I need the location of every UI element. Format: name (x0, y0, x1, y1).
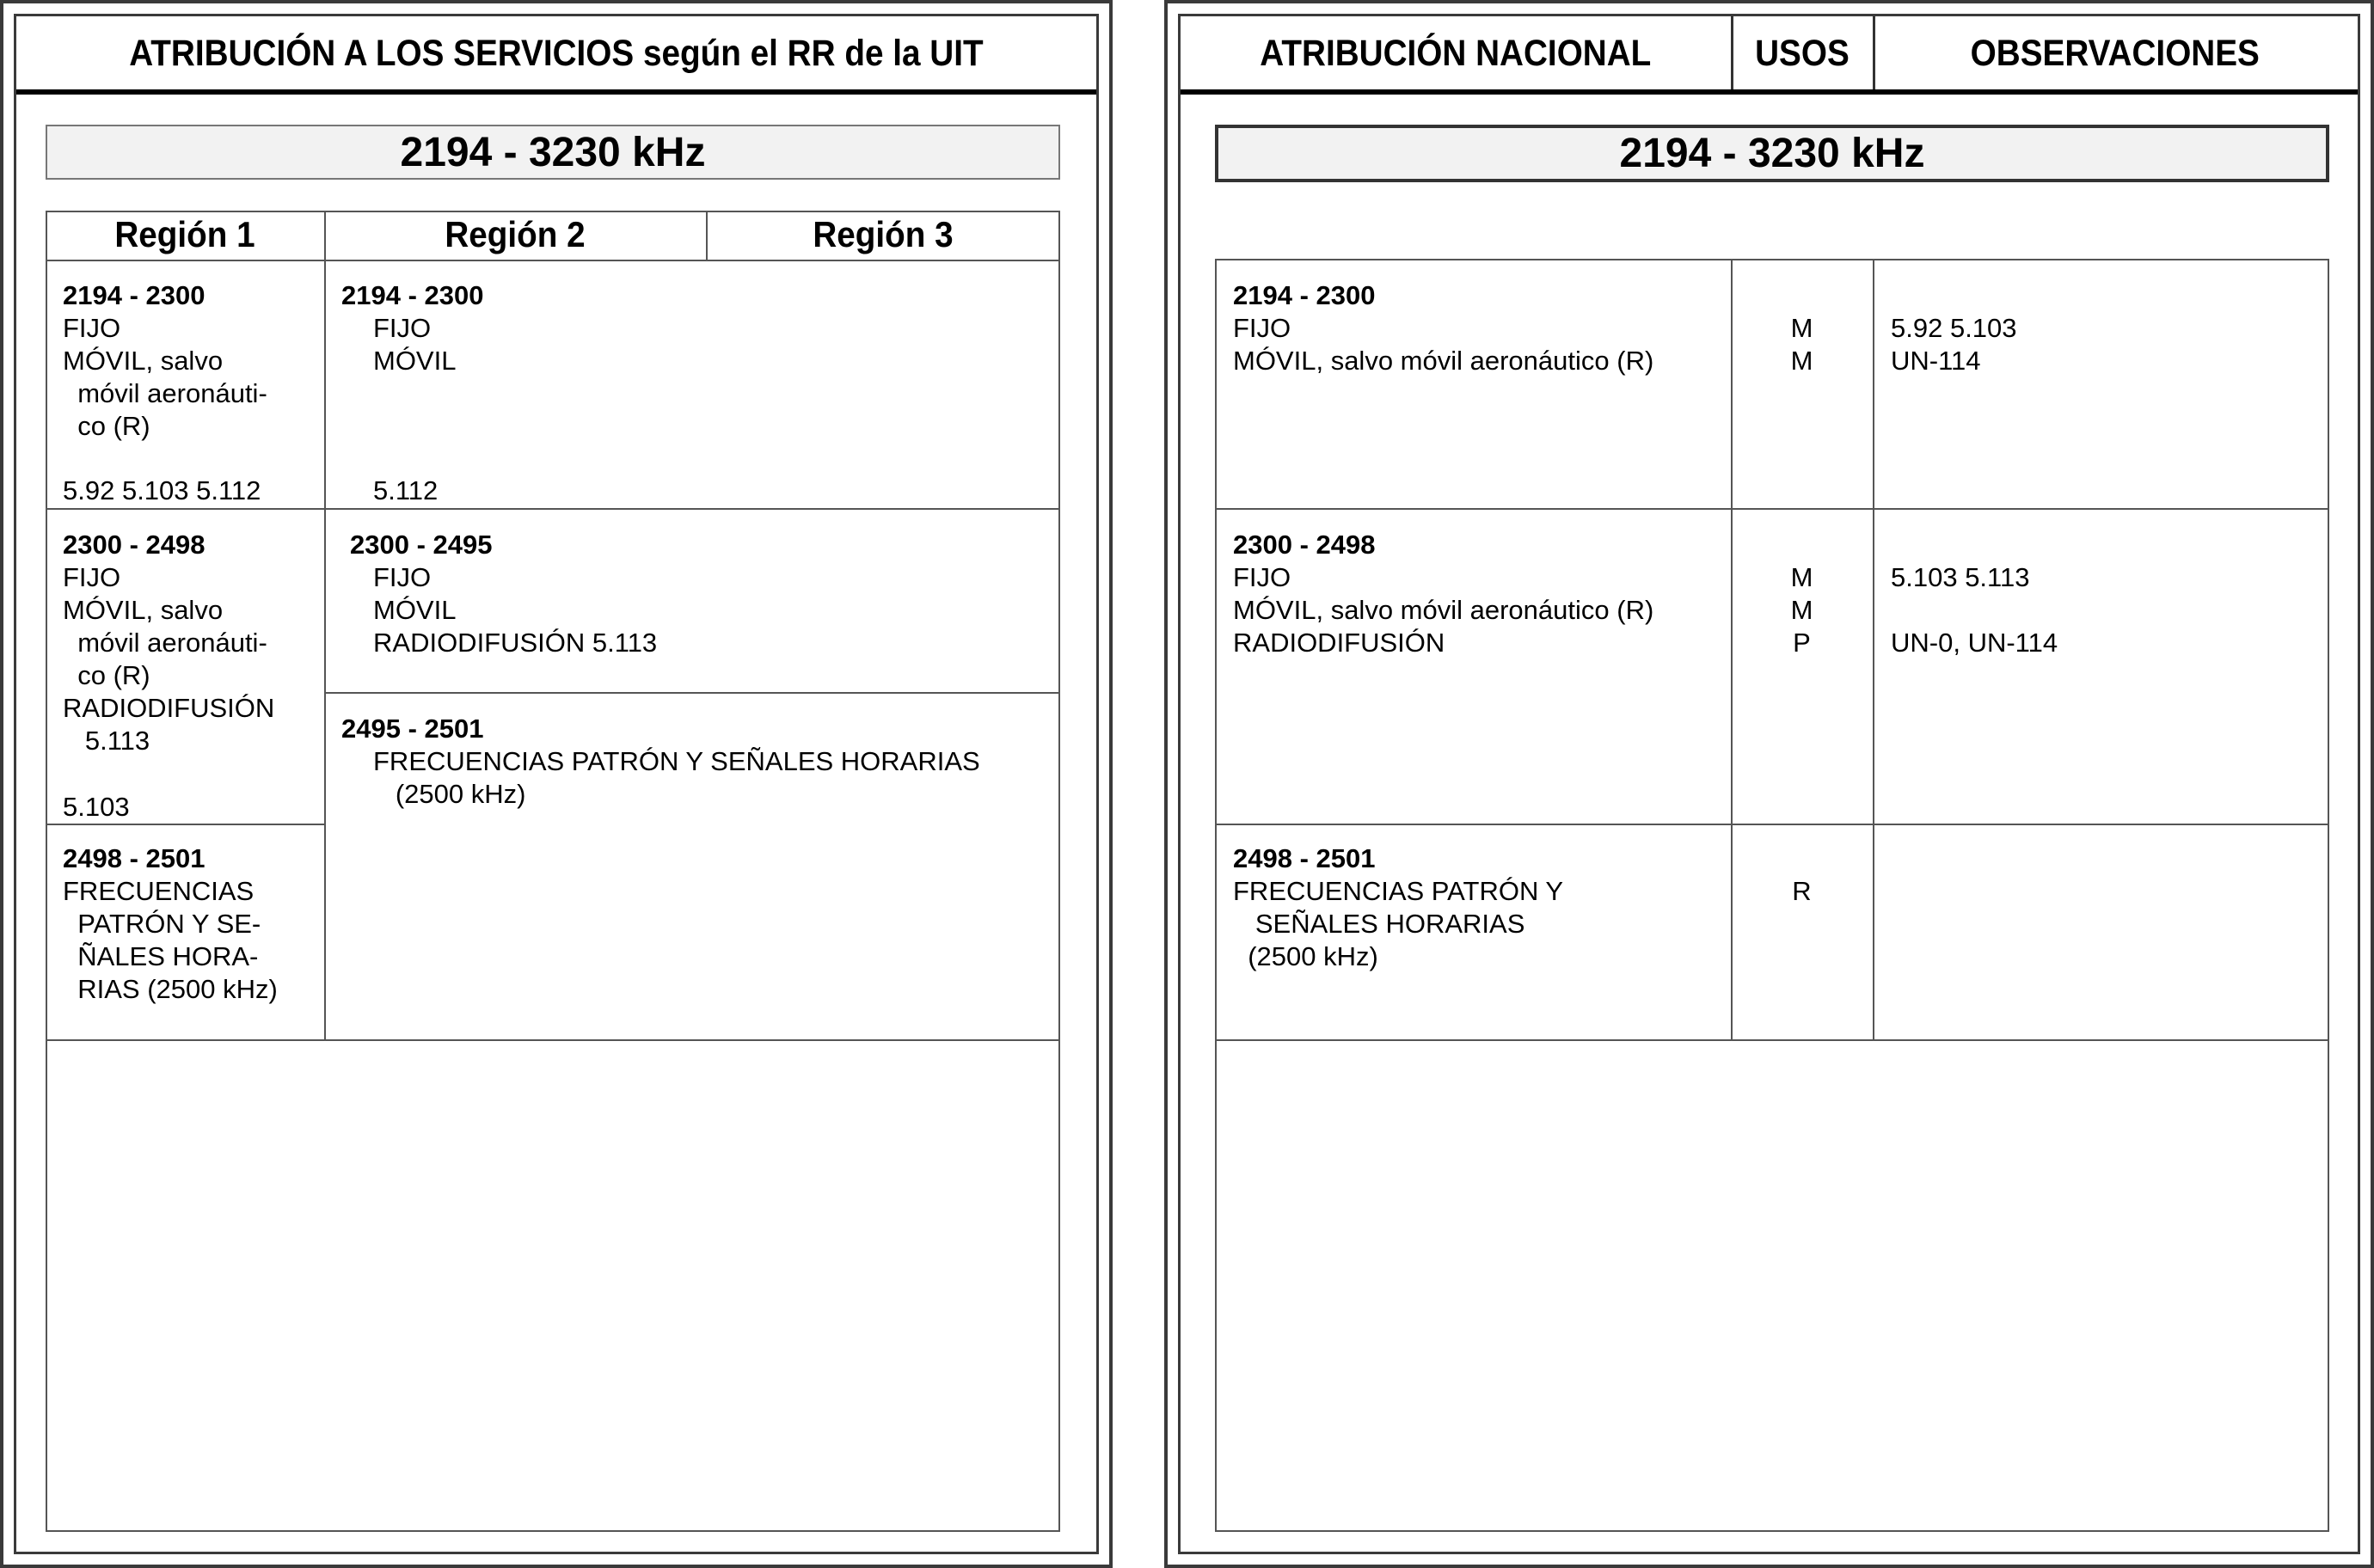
r1-b2-line: 5.113 (63, 726, 150, 756)
r1-b2-line: MÓVIL, salvo (63, 595, 224, 625)
r1-b3-line: FRECUENCIAS (63, 876, 255, 906)
nat-row2-range: 2300 - 2498 (1233, 530, 1376, 560)
nat-row2-uso: P (1793, 628, 1811, 658)
region-header-divider (46, 260, 1060, 261)
national-row-divider-2300 (1215, 508, 2329, 510)
nat-row2-obs: UN-0, UN-114 (1891, 628, 2058, 658)
right-band-title-text: 2194 - 3230 kHz (1619, 131, 1925, 176)
r1-b1-line: FIJO (63, 313, 121, 343)
region-3-header: Región 3 (813, 214, 954, 254)
left-header-title: ATRIBUCIÓN A LOS SERVICIOS según el RR de la UIT (129, 32, 984, 74)
r23-b3-range: 2495 - 2501 (341, 714, 484, 744)
r1-b3-line: PATRÓN Y SE- (63, 909, 261, 939)
r1-b1-footnotes: 5.92 5.103 5.112 (63, 475, 261, 505)
row-divider-2495 (324, 692, 1060, 694)
obs-column-divider (1873, 259, 1874, 1039)
r1-b2-footnotes: 5.103 (63, 792, 130, 822)
header-national-allocation: ATRIBUCIÓN NACIONAL (1260, 32, 1652, 74)
r1-b3-line: ÑALES HORA- (63, 941, 259, 971)
nat-row1-service: MÓVIL, salvo móvil aeronáutico (R) (1233, 346, 1654, 376)
header-cell-national (1181, 16, 1731, 90)
header-observaciones: OBSERVACIONES (1970, 32, 2261, 74)
r23-b3-line: (2500 kHz) (373, 779, 526, 809)
nat-row3-service: (2500 kHz) (1233, 941, 1378, 971)
r1-b2-line: FIJO (63, 562, 121, 592)
right-band-title (1215, 125, 2329, 182)
nat-row2-service: FIJO (1233, 562, 1291, 592)
r23-b1-line: FIJO (373, 313, 432, 343)
nat-row1-uso: M (1790, 346, 1813, 376)
region-1-header: Región 1 (114, 214, 255, 254)
r1-b3-line: RIAS (2500 kHz) (63, 974, 278, 1004)
r23-b2-line: MÓVIL (373, 595, 457, 625)
r23-b2-line: RADIODIFUSIÓN 5.113 (373, 628, 658, 658)
nat-row1-service: FIJO (1233, 313, 1291, 343)
national-row-divider-2498 (1215, 824, 2329, 825)
nat-row1-uso: M (1790, 313, 1813, 343)
nat-row2-service: RADIODIFUSIÓN (1233, 628, 1445, 658)
nat-row2-obs: 5.103 5.113 (1891, 562, 2030, 592)
nat-row3-uso: R (1792, 876, 1812, 906)
r1-b2-line: móvil aeronáuti- (63, 628, 267, 658)
r23-b1-footnotes: 5.112 (373, 475, 439, 505)
r1-b3-range: 2498 - 2501 (63, 843, 206, 873)
r1-b1-line: móvil aeronáuti- (63, 378, 267, 408)
r1-b2-range: 2300 - 2498 (63, 530, 206, 560)
left-header-rule (16, 89, 1096, 95)
nat-row3-service: FRECUENCIAS PATRÓN Y (1233, 876, 1564, 906)
r23-b2-line: FIJO (373, 562, 432, 592)
nat-row2-uso: M (1790, 595, 1813, 625)
r1-b1-line: MÓVIL, salvo (63, 346, 224, 376)
nat-row1-obs: 5.92 5.103 (1891, 313, 2017, 343)
header-cell-usos (1731, 16, 1873, 90)
r1-b2-line: RADIODIFUSIÓN (63, 693, 275, 723)
region2-divider (706, 211, 708, 260)
left-header (16, 16, 1096, 90)
header-usos: USOS (1754, 32, 1850, 74)
r23-b3-line: FRECUENCIAS PATRÓN Y SEÑALES HORARIAS (373, 746, 980, 776)
r23-b2-range: 2300 - 2495 (350, 530, 493, 560)
nat-row3-service: SEÑALES HORARIAS (1233, 909, 1525, 939)
table-bottom-divider (46, 1039, 1060, 1041)
r23-b1-range: 2194 - 2300 (341, 280, 484, 310)
r1-b1-line: co (R) (63, 411, 150, 441)
region1-divider (324, 211, 326, 1040)
nat-row2-uso: M (1790, 562, 1813, 592)
nat-row2-service: MÓVIL, salvo móvil aeronáutico (R) (1233, 595, 1654, 625)
nat-row1-range: 2194 - 2300 (1233, 280, 1376, 310)
region-2-header: Región 2 (445, 214, 586, 254)
right-header-rule (1181, 89, 2358, 95)
left-band-title-text: 2194 - 3230 kHz (400, 129, 706, 175)
national-table-bottom-divider (1215, 1039, 2329, 1041)
nat-row3-range: 2498 - 2501 (1233, 843, 1376, 873)
nat-row1-obs: UN-114 (1891, 346, 1981, 376)
left-band-title (46, 125, 1060, 180)
r23-b1-line: MÓVIL (373, 346, 457, 376)
r1-b1-range: 2194 - 2300 (63, 280, 206, 310)
row-divider-2498 (46, 824, 324, 825)
header-cell-observaciones (1873, 16, 2358, 90)
r1-b2-line: co (R) (63, 660, 150, 690)
row-divider-2300 (46, 508, 1060, 510)
